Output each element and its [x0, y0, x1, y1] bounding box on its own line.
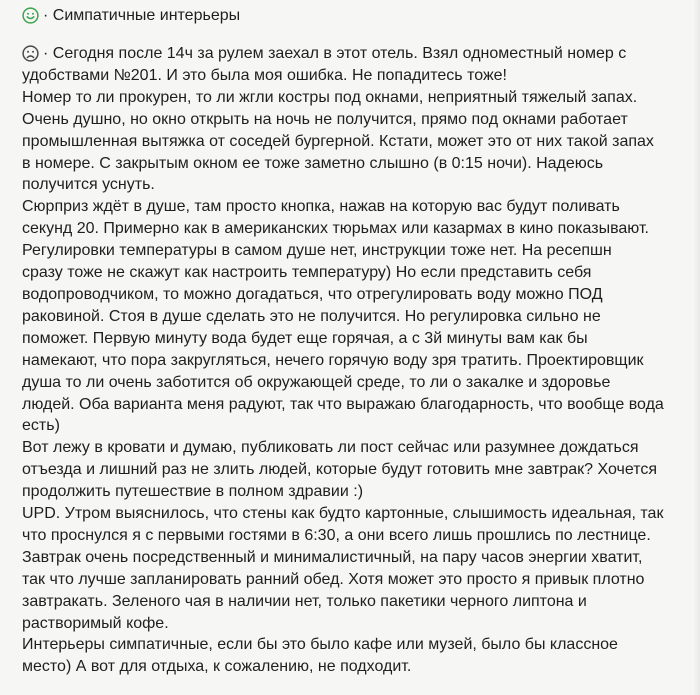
cons-section: [22, 43, 690, 678]
review-line: водопроводчиком, то можно догадаться, что отрегулировать воду можно ПОД: [22, 285, 603, 303]
page-edge-shadow: [693, 0, 700, 695]
review-line: раковиной. Стоя в душе сделать это не получится. Но регулировка сильно не: [22, 307, 601, 325]
cons-first-line: [22, 43, 690, 65]
pros-section: [22, 5, 240, 27]
sad-face-icon: [22, 45, 39, 62]
review-line: завтракать. Зеленого чая в наличии нет, только пакетики черного липтона и: [22, 592, 587, 610]
review-line: · Сегодня после 14ч за рулем заехал в этот отель. Взял одноместный номер с: [43, 45, 627, 62]
happy-face-icon: [22, 7, 39, 24]
review-line: секунд 20. Примерно как в американских тюрьмах или казармах в кино показывают.: [22, 220, 649, 238]
review-line: людей. Оба варианта меня радуют, так что выражаю благодарность, что вообще вода: [22, 395, 664, 413]
review-line: Номер то ли прокурен, то ли жгли костры под окнами, неприятный тяжелый запах.: [22, 88, 638, 106]
pros-text: · Симпатичные интерьеры: [43, 7, 241, 24]
review-line: Интерьеры симпатичные, если бы это было кафе или музей, было бы классное: [22, 636, 618, 654]
review-line: получится уснуть.: [22, 176, 155, 194]
review-line: Сюрприз ждёт в душе, там просто кнопка, нажав на которую вас будут поливать: [22, 198, 620, 216]
review-line: удобствами №201. И это была моя ошибка. Не попадитесь тоже!: [22, 66, 507, 84]
review-line: растворимый кофе.: [22, 614, 169, 632]
review-line: Вот лежу в кровати и думаю, публиковать ли пост сейчас или разумнее дождаться: [22, 439, 639, 457]
review-line: Завтрак очень посредственный и минималистичный, на пару часов энергии хватит,: [22, 548, 643, 566]
review-line: в номере. С закрытым окном ее тоже заметно слышно (в 0:15 ночи). Надеюсь: [22, 154, 604, 172]
review-line: что проснулся я с первыми гостями в 6:30, а они всего лишь прошлись по лестнице.: [22, 526, 651, 544]
review-line: Очень душно, но окно открыть на ночь не получится, прямо под окнами работает: [22, 110, 628, 128]
review-line: отъезда и лишний раз не злить людей, которые будут готовить мне завтрак? Хочется: [22, 461, 658, 479]
review-line: сразу тоже не скажут как настроить температуру) Но если представить себя: [22, 264, 592, 282]
review-line: место) А вот для отдыха, к сожалению, не подходит.: [22, 658, 412, 676]
review-line: продолжить путешествие в полном здравии :): [22, 483, 364, 501]
review-line: так что лучше запланировать ранний обед. Хотя может это просто я привык плотно: [22, 570, 645, 588]
review-line: намекают, что пора закругляться, нечего горячую воду зря тратить. Проектировщик: [22, 351, 644, 369]
review-line: поможет. Первую минуту вода будет еще горячая, а с 3й минуты вам как бы: [22, 329, 588, 347]
review-line: Регулировки температуры в самом душе нет, инструкции тоже нет. На ресепшн: [22, 242, 612, 260]
review-line: есть): [22, 417, 60, 435]
review-line: душа то ли очень заботится об окружающей среде, то ли о закалке и здоровье: [22, 373, 611, 391]
review-line: UPD. Утром выяснилось, что стены как будто картонные, слышимость идеальная, так: [22, 505, 664, 523]
review-line: промышленная вытяжка от соседей бургерной. Кстати, может это от них такой запах: [22, 132, 654, 150]
